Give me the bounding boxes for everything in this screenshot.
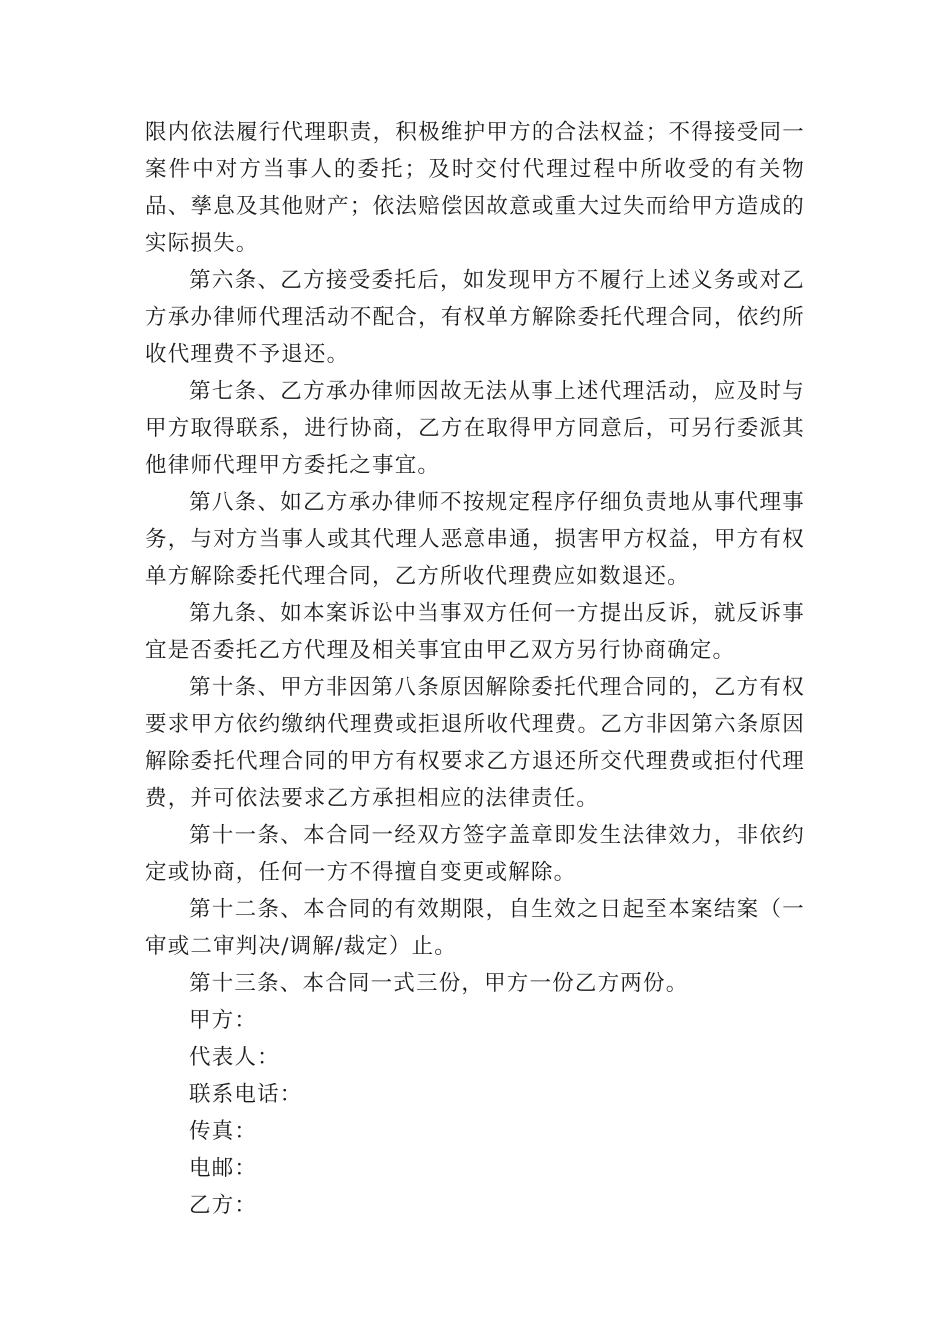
clause-12: 第十二条、本合同的有效期限，自生效之日起至本案结案（一审或二审判决/调解/裁定）止。: [145, 897, 805, 959]
clause-6: 第六条、乙方接受委托后，如发现甲方不履行上述义务或对乙方承办律师代理活动不配合，有权单方解除委托代理合同，依约所收代理费不予退还。: [145, 268, 805, 367]
clause-8: 第八条、如乙方承办律师不按规定程序仔细负责地从事代理事务，与对方当事人或其代理人恶意串通，损害甲方权益，甲方有权单方解除委托代理合同，乙方所收代理费应如数退还。: [145, 490, 805, 589]
email-label: 电邮：: [189, 1156, 258, 1181]
contract-body: [145, 114, 805, 1224]
phone-label: 联系电话：: [189, 1082, 303, 1107]
paragraph-continuation: 限内依法履行代理职责，积极维护甲方的合法权益；不得接受同一案件中对方当事人的委托；及时交付代理过程中所收受的有关物品、孳息及其他财产；依法赔偿因故意或重大过失而给甲方造成的实际损失。: [145, 120, 805, 256]
clause-10: 第十条、甲方非因第八条原因解除委托代理合同的，乙方有权要求甲方依约缴纳代理费或拒退所收代理费。乙方非因第六条原因解除委托代理合同的甲方有权要求乙方退还所交代理费或拒付代理费，并可依法要求乙方承担相应的法律责任。: [145, 675, 805, 811]
clause-7: 第七条、乙方承办律师因故无法从事上述代理活动，应及时与甲方取得联系，进行协商，乙方在取得甲方同意后，可另行委派其他律师代理甲方委托之事宜。: [145, 379, 805, 478]
representative-label: 代表人：: [189, 1045, 280, 1070]
clause-13: 第十三条、本合同一式三份，甲方一份乙方两份。: [189, 971, 689, 996]
clause-11: 第十一条、本合同一经双方签字盖章即发生法律效力，非依约定或协商，任何一方不得擅自变更或解除。: [145, 823, 805, 885]
clause-9: 第九条、如本案诉讼中当事双方任何一方提出反诉，就反诉事宜是否委托乙方代理及相关事宜由甲乙双方另行协商确定。: [145, 601, 805, 663]
fax-label: 传真：: [189, 1119, 258, 1144]
party-a-label: 甲方：: [189, 1008, 258, 1033]
party-b-label: 乙方：: [189, 1193, 258, 1218]
